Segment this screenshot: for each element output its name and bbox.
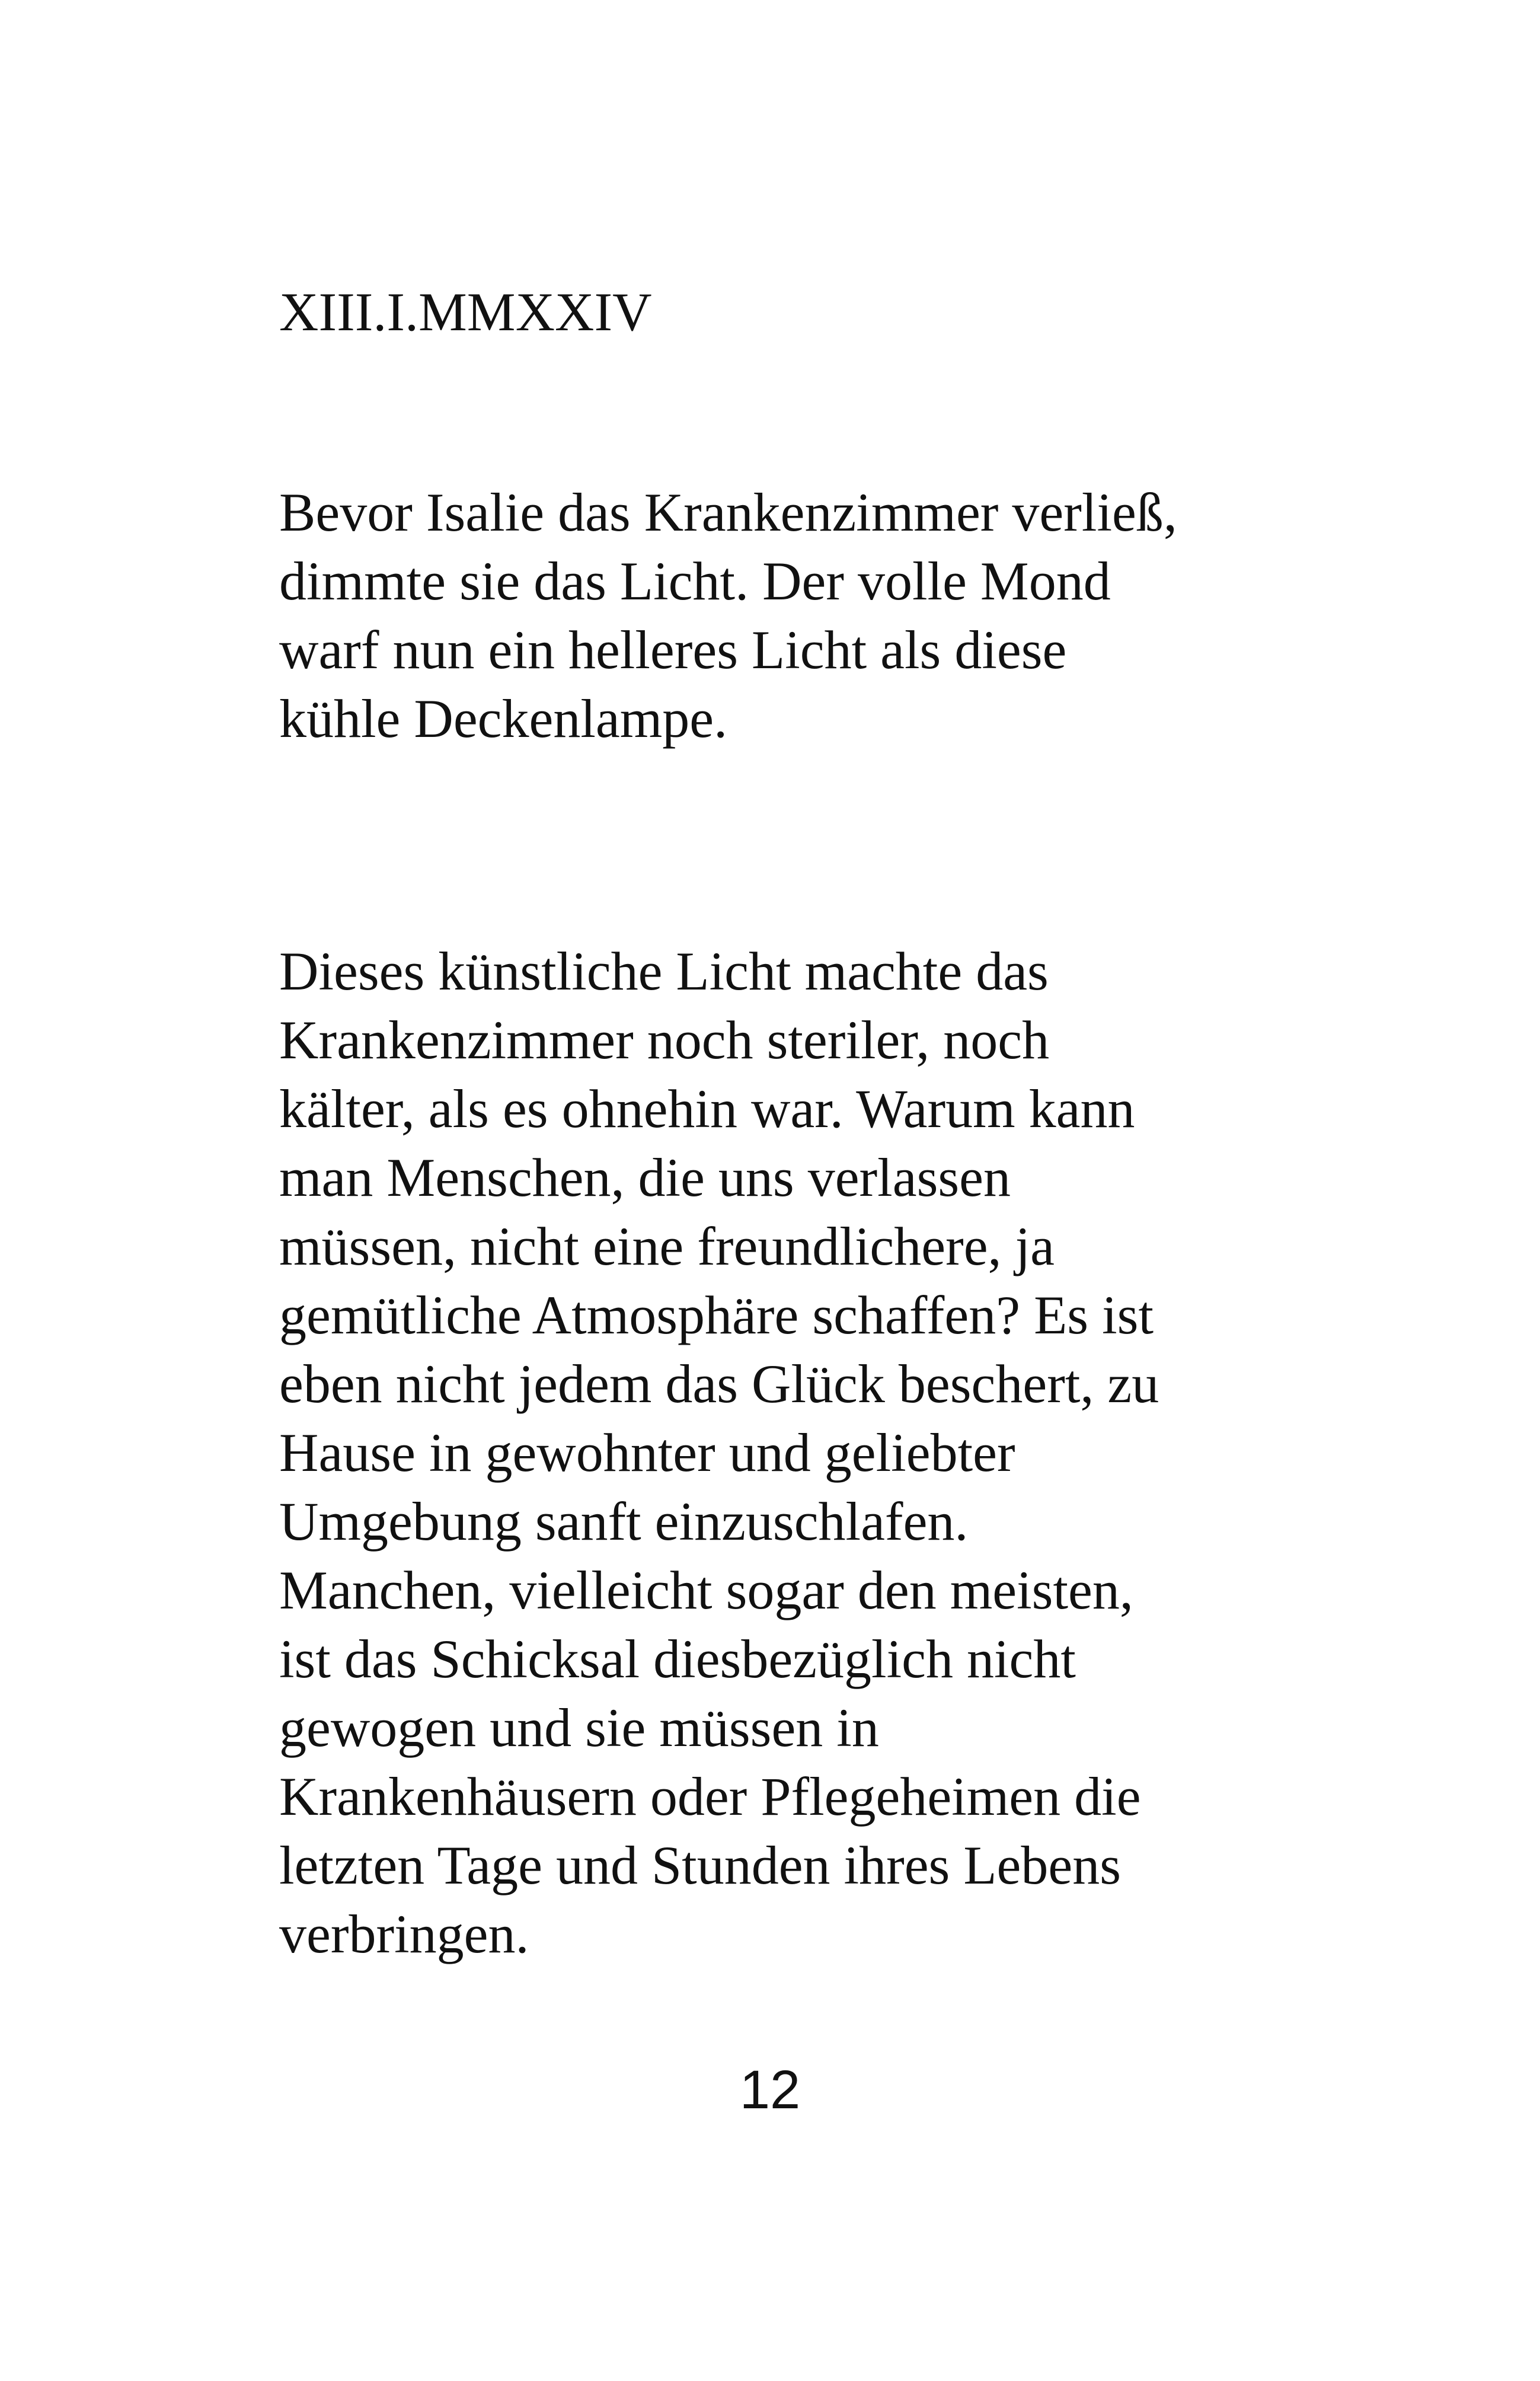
text-line: warf nun ein helleres Licht als diese [279, 620, 1067, 680]
text-line: verbringen. [279, 1904, 529, 1964]
text-line: Bevor Isalie das Krankenzimmer verließ, [279, 482, 1177, 542]
text-line: Manchen, vielleicht sogar den meisten, [279, 1560, 1133, 1620]
text-line: kälter, als es ohnehin war. Warum kann [279, 1078, 1135, 1139]
text-line: gewogen und sie müssen in [279, 1697, 879, 1758]
text-line: letzten Tage und Stunden ihres Lebens [279, 1835, 1122, 1895]
text-line: Hause in gewohnter und geliebter [279, 1422, 1015, 1483]
date-heading: XIII.I.MMXXIV [279, 282, 652, 342]
page-number: 12 [739, 2060, 801, 2120]
text-line: man Menschen, die uns verlassen [279, 1147, 1011, 1208]
text-line: eben nicht jedem das Glück beschert, zu [279, 1354, 1159, 1414]
text-line: ist das Schicksal diesbezüglich nicht [279, 1629, 1076, 1689]
text-line: gemütliche Atmosphäre schaffen? Es ist [279, 1285, 1154, 1345]
paragraph-2 [279, 937, 1465, 1968]
text-line: Krankenzimmer noch steriler, noch [279, 1010, 1050, 1070]
paragraph-1 [279, 478, 1465, 753]
text-line: kühle Deckenlampe. [279, 688, 728, 749]
text-line: müssen, nicht eine freundlichere, ja [279, 1216, 1055, 1276]
text-line: Krankenhäusern oder Pflegeheimen die [279, 1766, 1141, 1827]
text-line: dimmte sie das Licht. Der volle Mond [279, 551, 1111, 611]
text-line: Umgebung sanft einzuschlafen. [279, 1491, 969, 1552]
text-line: Dieses künstliche Licht machte das [279, 941, 1049, 1001]
